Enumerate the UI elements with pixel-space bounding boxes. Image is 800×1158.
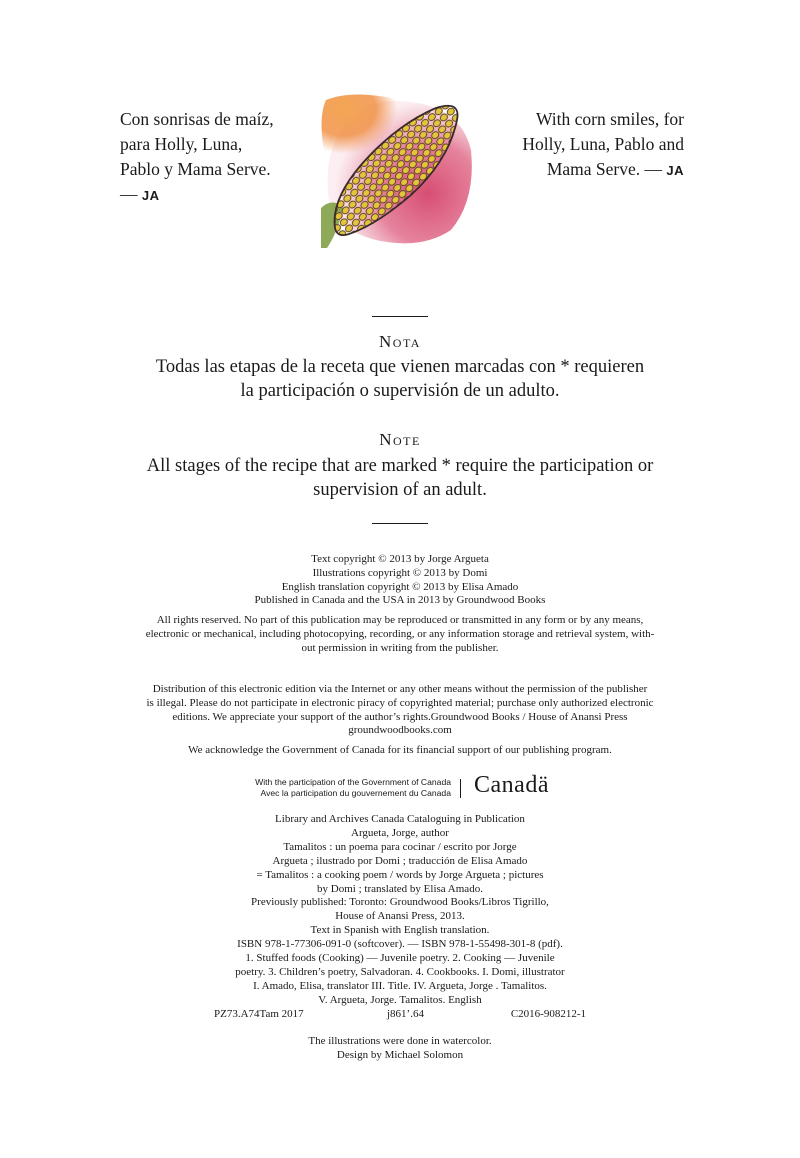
note-line: supervision of an adult. xyxy=(313,480,487,500)
note-heading-spanish: Nota xyxy=(379,332,421,351)
participation-line-english: With the participation of the Government of Canada xyxy=(255,777,451,787)
cip-line: Argueta, Jorge, author xyxy=(351,826,449,839)
distribution-line: Distribution of this electronic edition via the Internet or any other means without the permission of the publisher xyxy=(152,683,648,695)
distribution-line: is illegal. Please do not participate in electronic piracy of copyrighted material; purchase only authorized electronic xyxy=(146,696,654,709)
dedication-english xyxy=(470,107,684,183)
canada-wordmark: Canadä xyxy=(474,772,549,798)
dewey-number: j861’.64 xyxy=(387,1008,424,1020)
cip-line: Argueta ; ilustrado por Domi ; traducción de Elisa Amado xyxy=(272,854,528,867)
cip-line: = Tamalitos : a cooking poem / words by Jorge Argueta ; pictures xyxy=(256,868,544,881)
distribution-line: editions. We appreciate your support of the author’s rights.Groundwood Books / House of Anansi Press xyxy=(172,710,628,723)
note-body-spanish xyxy=(0,355,800,403)
dedication-english-line: With corn smiles, for xyxy=(535,109,684,129)
acknowledgement-line: We acknowledge the Government of Canada for its financial support of our publishing program. xyxy=(188,744,612,756)
note-heading-english: Note xyxy=(379,430,421,449)
dedication-english-last-line xyxy=(470,157,684,183)
distribution-notice xyxy=(0,683,800,738)
cip-line: Previously published: Toronto: Groundwood Books/Libros Tigrillo, xyxy=(251,896,549,909)
note-line: Todas las etapas de la receta que vienen marcadas con * requieren xyxy=(155,357,645,377)
cip-line: Library and Archives Canada Cataloguing in Publication xyxy=(275,813,525,825)
classification-number: PZ73.A74Tam 2017 xyxy=(214,1008,304,1020)
cataloguing-in-publication xyxy=(0,813,800,1008)
note-line: la participación o supervisión de un adulto. xyxy=(240,381,560,401)
acknowledgement xyxy=(0,744,800,758)
dedication-spanish-signature xyxy=(120,182,320,208)
copyright-line: English translation copyright © 2013 by Elisa Amado xyxy=(281,580,519,593)
dedication-spanish xyxy=(120,107,320,208)
signature-separator xyxy=(460,779,461,798)
rights-line: All rights reserved. No part of this publication may be reproduced or transmitted in any form or by any means, xyxy=(156,614,644,626)
cip-line: Text in Spanish with English translation. xyxy=(310,924,490,937)
divider-top xyxy=(372,316,428,317)
credits xyxy=(0,1035,800,1063)
credit-line: The illustrations were done in watercolor. xyxy=(308,1035,492,1047)
government-participation-text xyxy=(246,777,451,798)
note-line: All stages of the recipe that are marked * require the participation or xyxy=(146,456,654,476)
dedication-english-line: Holly, Luna, Pablo and xyxy=(522,134,684,154)
signature-initials: JA xyxy=(141,188,160,203)
copyright-line: Published in Canada and the USA in 2013 by Groundwood Books xyxy=(254,594,546,607)
control-number: C2016-908212-1 xyxy=(510,1008,586,1020)
cip-line: Tamalitos : un poema para cocinar / escrito por Jorge xyxy=(283,840,517,853)
cip-line: I. Amado, Elisa, translator III. Title. IV. Argueta, Jorge . Tamalitos. xyxy=(253,979,547,992)
signature-initials: JA xyxy=(666,163,684,178)
copyright-line: Text copyright © 2013 by Jorge Argueta xyxy=(311,553,489,565)
rights-line: out permission in writing from the publisher. xyxy=(301,641,499,654)
copyright-block xyxy=(0,553,800,608)
rights-notice xyxy=(0,614,800,655)
rights-line: electronic or mechanical, including photocopying, recording, or any information storage and retrieval system, with- xyxy=(145,627,655,640)
cip-line: by Domi ; translated by Elisa Amado. xyxy=(317,882,483,895)
dedication-spanish-line: Pablo y Mama Serve. xyxy=(120,159,271,179)
dedication-spanish-line: Con sonrisas de maíz, xyxy=(120,109,274,129)
copyright-line: Illustrations copyright © 2013 by Domi xyxy=(312,566,488,579)
signature-dash: — xyxy=(120,184,138,204)
divider-bottom xyxy=(372,523,428,524)
cip-line: House of Anansi Press, 2013. xyxy=(335,910,465,923)
dedication-english-text: Mama Serve. xyxy=(546,159,641,179)
cip-line: V. Argueta, Jorge. Tamalitos. English xyxy=(318,993,482,1006)
cip-line: ISBN 978-1-77306-091-0 (softcover). — ISBN 978-1-55498-301-8 (pdf). xyxy=(237,938,563,951)
publisher-website: groundwoodbooks.com xyxy=(348,724,452,737)
signature-dash: — xyxy=(644,159,662,179)
corn-illustration xyxy=(321,90,473,248)
cip-line: 1. Stuffed foods (Cooking) — Juvenile poetry. 2. Cooking — Juvenile xyxy=(245,952,555,965)
credit-line: Design by Michael Solomon xyxy=(336,1048,464,1061)
cip-line: poetry. 3. Children’s poetry, Salvadoran. 4. Cookbooks. I. Domi, illustrator xyxy=(235,965,565,978)
government-of-canada-signature xyxy=(246,772,556,801)
participation-line-french: Avec la participation du gouvernement du Canada xyxy=(260,787,451,798)
note-body-english xyxy=(0,454,800,502)
dedication-spanish-line: para Holly, Luna, xyxy=(120,134,243,154)
